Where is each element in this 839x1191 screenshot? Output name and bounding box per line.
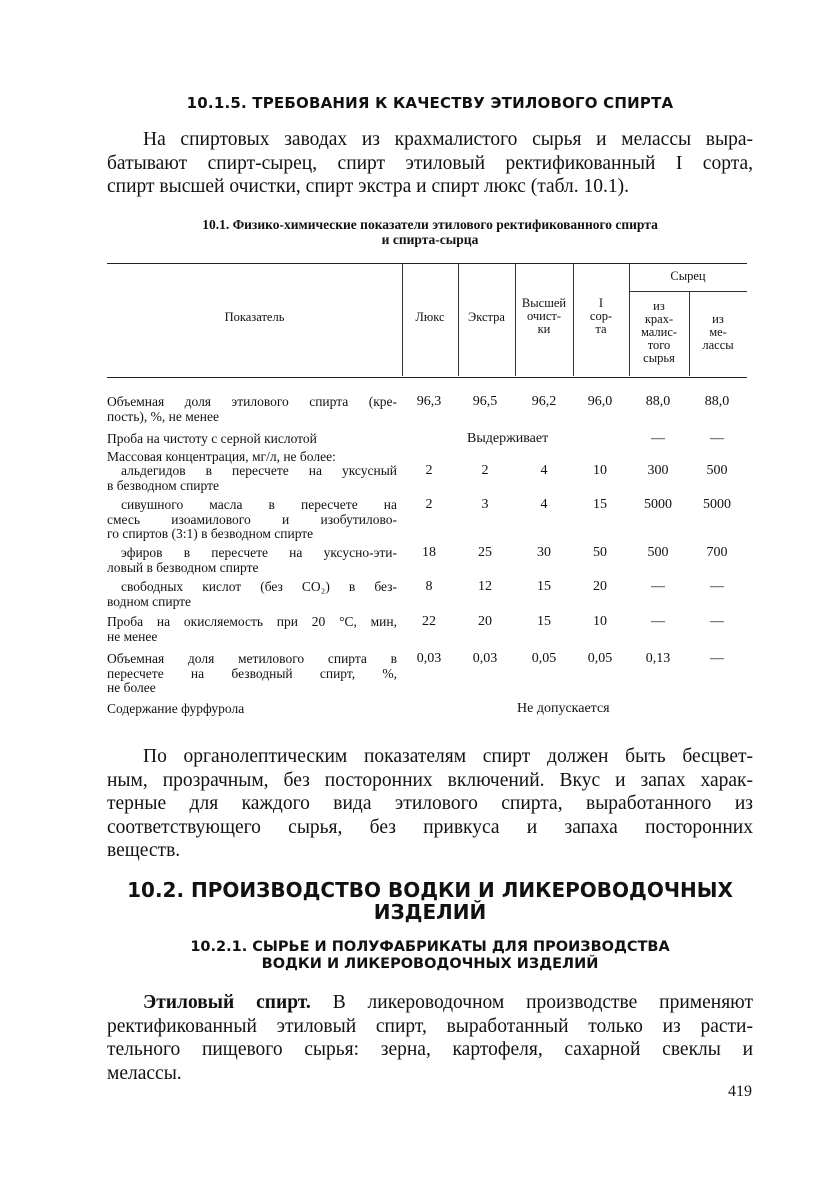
chapter-title-line: ИЗДЕЛИЙ <box>373 900 487 924</box>
header-text: из <box>653 299 665 313</box>
intro-paragraph <box>107 128 753 199</box>
ethanol-line: мелассы. <box>107 1062 182 1084</box>
row-value: 0,13 <box>645 651 671 666</box>
header-text: ме- <box>709 325 727 339</box>
row-value: 0,05 <box>531 651 557 666</box>
row-label-line: альдегидов в пересчете на уксусный <box>121 463 397 478</box>
row-value: 500 <box>647 545 669 560</box>
row-value: 96,0 <box>587 394 613 409</box>
table-header-rule <box>107 377 747 378</box>
row-value: 20 <box>478 614 492 629</box>
row-label <box>107 464 397 493</box>
row-value: 2 <box>425 497 433 512</box>
header-text: того <box>647 338 671 352</box>
header-indicator: Показатель <box>224 310 285 324</box>
row-value: 15 <box>537 579 551 594</box>
row-label-line: в безводном спирте <box>107 477 219 493</box>
header-first-grade <box>573 297 629 336</box>
header-text: сор- <box>589 309 613 323</box>
table-caption-line: и спирта-сырца <box>381 232 479 247</box>
row-value: — <box>651 579 665 594</box>
ethanol-line: ректификованный этиловый спирт, выработанный только из расти- <box>107 1015 753 1037</box>
row-value: 15 <box>537 614 551 629</box>
row-label <box>107 615 397 644</box>
row-label-line: Содержание фурфурола <box>107 701 245 716</box>
row-value: 96,3 <box>416 394 442 409</box>
row-value: 3 <box>481 497 489 512</box>
row-value: 30 <box>537 545 551 560</box>
section-title: 10.1.5. ТРЕБОВАНИЯ К КАЧЕСТВУ ЭТИЛОВОГО СПИРТА <box>186 94 674 112</box>
intro-line: На спиртовых заводах из крахмалистого сырья и мелассы выра- <box>143 129 753 150</box>
organoleptic-line: веществ. <box>107 840 181 861</box>
table-caption-line: 10.1. Физико-химические показатели этилового ректификованного спирта <box>202 217 658 232</box>
header-text: та <box>595 322 607 336</box>
subsection-title-line: ВОДКИ И ЛИКЕРОВОДОЧНЫХ ИЗДЕЛИЙ <box>261 956 599 972</box>
row-label <box>107 395 397 424</box>
row-label-line: не менее <box>107 628 158 644</box>
row-label-line: Массовая концентрация, мг/л, не более: <box>107 449 336 464</box>
row-span-value: Выдерживает <box>467 431 549 446</box>
row-value: 20 <box>593 579 607 594</box>
runin-heading: Этиловый спирт. <box>143 992 311 1013</box>
header-text: Высшей <box>521 296 567 310</box>
row-label <box>107 432 397 447</box>
row-label <box>107 546 397 575</box>
row-value: 50 <box>593 545 607 560</box>
row-value: — <box>710 651 724 666</box>
row-value: 0,03 <box>472 651 498 666</box>
header-lux: Люкс <box>415 310 445 324</box>
row-label <box>107 652 397 696</box>
row-label-line: пость), %, не менее <box>107 408 219 424</box>
row-value: 10 <box>593 614 607 629</box>
row-value: — <box>710 579 724 594</box>
header-raw: Сырец <box>670 269 706 283</box>
row-label-line: Проба на окисляемость при 20 °С, мин, <box>107 614 397 629</box>
header-text: сырья <box>643 351 675 365</box>
row-value: 0,03 <box>416 651 442 666</box>
row-value: 96,2 <box>531 394 557 409</box>
header-raw-molasses <box>689 313 747 352</box>
row-value: 2 <box>425 463 433 478</box>
row-label <box>107 702 397 717</box>
intro-line: спирт высшей очистки, спирт экстра и спирт люкс (табл. 10.1). <box>107 176 630 197</box>
organoleptic-line: соответствующего сырья, без привкуса и запаха посторонних <box>107 816 753 838</box>
row-label-line: ловый в безводном спирте <box>107 559 259 575</box>
chapter-title <box>100 879 760 923</box>
header-text: лассы <box>702 338 734 352</box>
row-value: 5000 <box>644 497 672 512</box>
header-text: малис- <box>640 325 678 339</box>
header-text: крах- <box>644 312 674 326</box>
intro-line: батывают спирт-сырец, спирт этиловый ректификованный I сорта, <box>107 152 753 174</box>
row-label-line: Объемная доля метилового спирта в <box>107 651 397 666</box>
header-extra: Экстра <box>468 310 505 324</box>
row-label-line: свободных кислот (без CO₂) в без- <box>121 579 397 594</box>
row-value: — <box>710 431 724 446</box>
organoleptic-line: ным, прозрачным, без посторонних включений. Вкус и запах харак- <box>107 769 753 791</box>
ethanol-paragraph <box>107 991 753 1085</box>
row-label-line: водном спирте <box>107 593 192 609</box>
row-value: — <box>710 614 724 629</box>
row-value: 8 <box>425 579 433 594</box>
row-value: 88,0 <box>704 394 730 409</box>
row-label-line: эфиров в пересчете на уксусно-эти- <box>121 545 397 560</box>
row-value: 5000 <box>703 497 731 512</box>
ethanol-line-text: В ликероводочном производстве применяют <box>332 992 754 1013</box>
row-value: 22 <box>422 614 436 629</box>
row-value: 500 <box>706 463 728 478</box>
table-caption <box>107 217 753 247</box>
header-highest <box>515 297 573 336</box>
ethanol-line: тельного пищевого сырья: зерна, картофеля, сахарной свеклы и <box>107 1039 753 1060</box>
page-number: 419 <box>728 1083 752 1100</box>
row-value: 96,5 <box>472 394 498 409</box>
row-value: — <box>651 614 665 629</box>
subheader-rule <box>629 291 747 292</box>
row-value: 10 <box>593 463 607 478</box>
row-label-line: го спиртов (3:1) в безводном спирте <box>107 526 314 541</box>
row-label-line: сивушного масла в пересчете на <box>121 497 397 512</box>
row-value: 4 <box>540 463 548 478</box>
row-label-line: пересчете на безводный спирт, %, <box>107 665 397 681</box>
header-text: очист- <box>526 309 562 323</box>
subsection-title <box>100 939 760 973</box>
header-text: из <box>712 312 724 326</box>
row-value: 300 <box>647 463 669 478</box>
organoleptic-line: терные для каждого вида этилового спирта, выработанного из <box>107 793 753 814</box>
row-label-line: не более <box>107 680 156 695</box>
row-value: 88,0 <box>645 394 671 409</box>
table-header <box>107 264 747 376</box>
header-text: I <box>598 296 604 310</box>
row-label <box>107 580 397 609</box>
row-label-line: смесь изоамилового и изобутилово- <box>107 511 397 527</box>
row-value: 15 <box>593 497 607 512</box>
row-value: 2 <box>481 463 489 478</box>
organoleptic-line: По органолептическим показателям спирт должен быть бесцвет- <box>143 746 753 767</box>
row-label-line: Объемная доля этилового спирта (кре- <box>107 394 397 409</box>
row-value: — <box>651 431 665 446</box>
row-value: 25 <box>478 545 492 560</box>
organoleptic-paragraph <box>107 745 753 863</box>
subsection-title-line: 10.2.1. СЫРЬЕ И ПОЛУФАБРИКАТЫ ДЛЯ ПРОИЗВОДСТВА <box>190 939 670 955</box>
row-label <box>107 498 397 542</box>
row-value: 18 <box>422 545 436 560</box>
row-span-value: Не допускается <box>517 701 610 716</box>
row-value: 4 <box>540 497 548 512</box>
row-value: 12 <box>478 579 492 594</box>
row-value: 700 <box>706 545 728 560</box>
row-value: 0,05 <box>587 651 613 666</box>
row-label-line: Проба на чистоту с серной кислотой <box>107 431 317 446</box>
header-raw-starch <box>629 300 689 365</box>
chapter-title-line: 10.2. ПРОИЗВОДСТВО ВОДКИ И ЛИКЕРОВОДОЧНЫХ <box>127 878 733 902</box>
ethanol-line <box>107 991 753 1015</box>
header-text: ки <box>537 322 551 336</box>
